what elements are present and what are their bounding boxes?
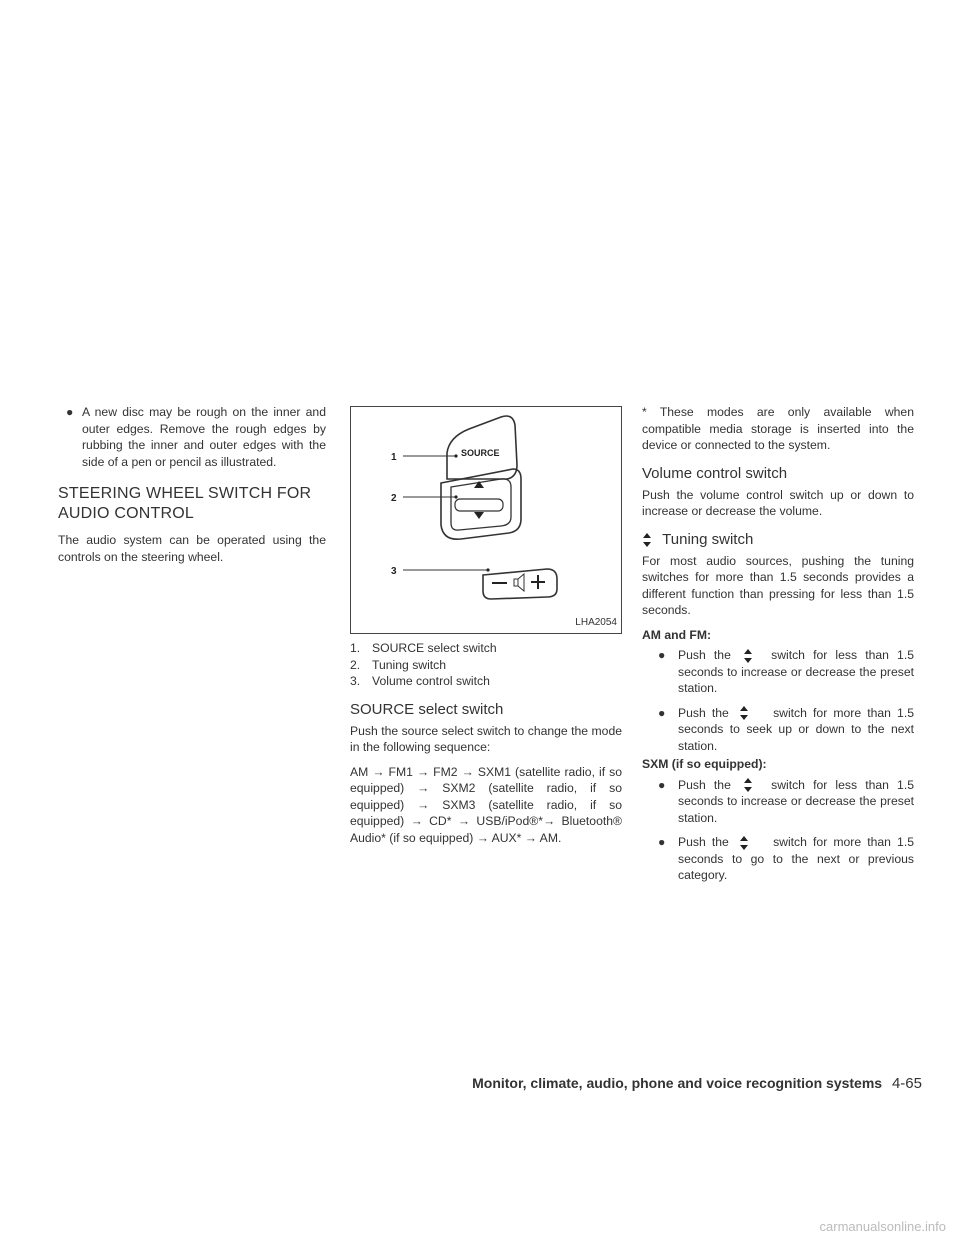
legend-text: SOURCE select switch <box>372 641 497 655</box>
bullet-pre: Push the <box>678 835 729 849</box>
section-heading-tuning <box>642 530 914 549</box>
bullet-post: switch for more than 1.5 seconds to go to the next or previous category. <box>678 835 915 882</box>
legend-number: 2. <box>350 657 361 672</box>
bullet-dot: ● <box>658 777 666 792</box>
sxm-heading: SXM (if so equipped): <box>642 757 767 771</box>
bullet-pre: Push the <box>678 705 729 720</box>
tuning-center-bar <box>455 499 503 511</box>
callout-3: 3 <box>391 566 397 577</box>
speaker-icon <box>514 574 524 591</box>
volume-text: Push the volume control switch up or down to increase or decrease the volume. <box>642 487 914 518</box>
bullet-post: switch for more than 1.5 seconds to seek up or down to the next station. <box>678 705 915 753</box>
disc-bullet <box>58 404 326 470</box>
steering-intro: The audio system can be operated using the controls on the steering wheel. <box>58 533 326 564</box>
section-heading-volume: Volume control switch <box>642 464 788 482</box>
bullet-pre: Push the <box>678 777 731 792</box>
bullet-dot: ● <box>658 705 666 720</box>
source-sequence: AM → FM1 → FM2 → SXM1 (satellite radio, if so equipped) → SXM2 (satellite radio, if so equipped) → SXM3 (satellite radio, if so equipped) → CD* → USB/iPod®*→ Bluetooth® Audio* (if so equipped) → AUX* → AM. <box>350 764 622 845</box>
bullet-pre: Push the <box>678 648 731 662</box>
bullet-dot: ● <box>658 648 666 662</box>
sxm-bullet-long <box>652 834 914 884</box>
legend-number: 1. <box>350 641 361 655</box>
sxm-list <box>642 777 914 884</box>
tuning-updown-icon <box>642 533 652 547</box>
section-heading-steering: STEERING WHEEL SWITCH FOR AUDIO CONTROL <box>58 485 312 522</box>
amfm-bullet-long <box>652 705 914 755</box>
legend-text: Tuning switch <box>372 657 447 672</box>
source-intro: Push the source select switch to change the mode in the following sequence: <box>350 723 622 754</box>
legend-text: Volume control switch <box>372 674 490 688</box>
callout-1: 1 <box>391 452 397 463</box>
bullet-dot: ● <box>658 835 666 849</box>
amfm-heading: AM and FM: <box>642 627 712 642</box>
source-button-label: SOURCE <box>461 448 500 458</box>
steering-switch-illustration <box>351 407 621 633</box>
tuning-heading-text: Tuning switch <box>662 530 754 548</box>
tuning-down-arrow-icon <box>474 512 484 519</box>
legend-number: 3. <box>350 674 361 688</box>
tuning-text: For most audio sources, pushing the tuning switches for more than 1.5 seconds provides a different function than pressing for less than 1.5 seconds. <box>642 553 914 617</box>
callout-2: 2 <box>391 493 397 504</box>
steering-switch-figure <box>350 406 622 634</box>
tuning-updown-icon <box>743 778 753 792</box>
page-footer <box>472 1075 922 1092</box>
tuning-updown-icon <box>739 706 749 720</box>
bullet-post: switch for less than 1.5 seconds to increase or decrease the preset station. <box>678 777 914 825</box>
tuning-updown-icon <box>743 649 753 663</box>
column-middle <box>350 404 622 846</box>
bullet-post: switch for less than 1.5 seconds to increase or decrease the preset station. <box>678 648 914 695</box>
watermark: carmanualsonline.info <box>819 1219 946 1234</box>
amfm-bullet-short <box>652 647 914 697</box>
legend-item <box>350 657 622 674</box>
figure-code: LHA2054 <box>575 616 617 628</box>
column-right <box>642 404 914 884</box>
volume-plus-icon <box>531 575 545 589</box>
figure-legend <box>350 640 622 690</box>
page-number: 4-65 <box>891 1075 922 1092</box>
legend-item <box>350 640 622 657</box>
bullet-dot: ● <box>66 405 74 419</box>
amfm-list <box>642 647 914 754</box>
modes-note: * These modes are only available when compatible media storage is inserted into the device or connected to the system. <box>642 405 914 452</box>
sxm-bullet-short <box>652 777 914 827</box>
disc-bullet-text: A new disc may be rough on the inner and outer edges. Remove the rough edges by rubbing the inner and outer edges with the side of a pen or pencil as illustrated. <box>82 405 326 469</box>
footer-section-title: Monitor, climate, audio, phone and voice recognition systems <box>472 1075 883 1091</box>
legend-item <box>350 673 622 690</box>
tuning-updown-icon <box>739 836 749 850</box>
section-heading-source: SOURCE select switch <box>350 700 504 718</box>
column-left <box>58 404 326 565</box>
